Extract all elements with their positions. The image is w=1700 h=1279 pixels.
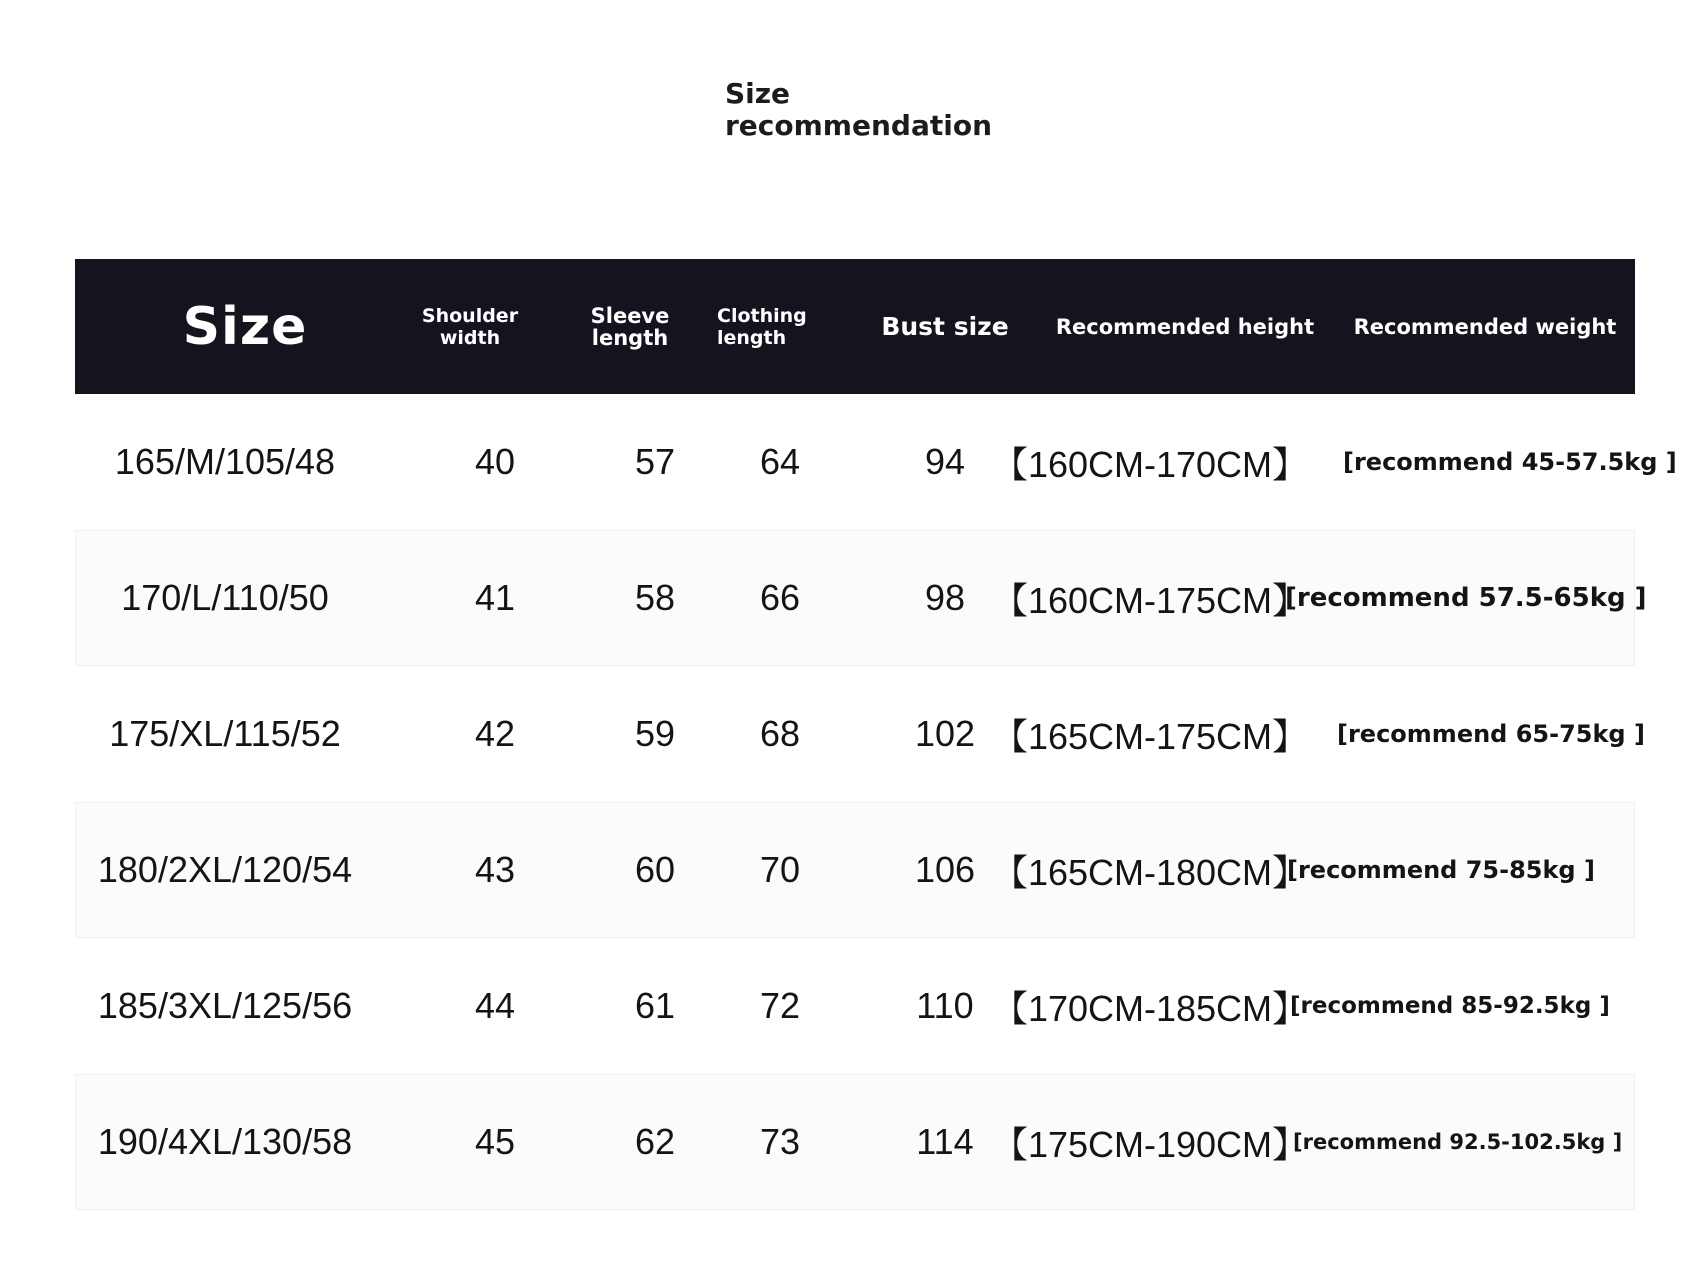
size-table: [75, 259, 1677, 1210]
table-header-row: [75, 259, 1635, 394]
cell-clothing-length: 70: [759, 849, 801, 890]
cell-size: 165/M/105/48: [114, 441, 336, 482]
cell-shoulder-width: 45: [474, 1121, 516, 1162]
cell-clothing-length: 73: [759, 1121, 801, 1162]
cell-bust-size: 94: [924, 441, 966, 482]
cell-recommended-weight: [recommend 45-57.5kg ]: [1343, 448, 1677, 476]
cell-bust-size: 110: [916, 985, 974, 1026]
header-size: Size: [182, 296, 308, 357]
cell-recommended-height: 【160CM-175CM】: [991, 579, 1309, 621]
header-clothing-line-1: Clothing: [717, 304, 807, 327]
cell-recommended-height: 【165CM-175CM】: [991, 715, 1309, 757]
cell-sleeve-length: 60: [634, 849, 676, 890]
cell-recommended-height: 【170CM-185CM】: [991, 987, 1309, 1029]
cell-shoulder-width: 41: [474, 577, 516, 618]
cell-sleeve-length: 57: [634, 441, 676, 482]
cell-clothing-length: 66: [759, 577, 801, 618]
header-bust-size: Bust size: [881, 312, 1009, 341]
table-row: [75, 1074, 1635, 1210]
table-row: [75, 530, 1647, 666]
cell-shoulder-width: 42: [474, 713, 516, 754]
cell-size: 170/L/110/50: [121, 577, 329, 618]
cell-bust-size: 98: [924, 577, 966, 618]
cell-clothing-length: 64: [759, 441, 801, 482]
cell-sleeve-length: 62: [634, 1121, 676, 1162]
header-shoulder-width: [395, 259, 545, 394]
page-title: [725, 78, 1025, 142]
header-recommended-weight: Recommended weight: [1353, 314, 1617, 339]
cell-recommended-height: 【160CM-170CM】: [991, 443, 1309, 485]
cell-sleeve-length: 58: [634, 577, 676, 618]
header-shoulder-line-2: width: [439, 326, 501, 349]
cell-clothing-length: 68: [759, 713, 801, 754]
header-shoulder-line-1: Shoulder: [421, 304, 519, 327]
cell-sleeve-length: 59: [634, 713, 676, 754]
cell-size: 175/XL/115/52: [109, 713, 341, 754]
table-row: [75, 938, 1635, 1074]
cell-size: 190/4XL/130/58: [97, 1121, 353, 1162]
header-sleeve-line-1: Sleeve: [590, 303, 670, 328]
cell-bust-size: 102: [914, 713, 976, 754]
cell-size: 185/3XL/125/56: [97, 985, 353, 1026]
cell-recommended-weight: [recommend 65-75kg ]: [1337, 720, 1645, 748]
cell-recommended-weight: [recommend 75-85kg ]: [1287, 856, 1595, 884]
table-row: [75, 802, 1635, 938]
table-row: [75, 394, 1677, 530]
header-sleeve-line-2: length: [591, 325, 669, 350]
header-clothing-line-2: length: [717, 326, 787, 349]
cell-recommended-weight: [recommend 92.5-102.5kg ]: [1293, 1130, 1623, 1154]
cell-bust-size: 106: [914, 849, 976, 890]
header-recommended-height: Recommended height: [1055, 314, 1315, 339]
header-clothing-length: [705, 259, 855, 394]
cell-size: 180/2XL/120/54: [97, 849, 353, 890]
cell-bust-size: 114: [916, 1121, 974, 1162]
cell-shoulder-width: 43: [474, 849, 516, 890]
cell-recommended-weight: [recommend 57.5-65kg ]: [1285, 583, 1647, 613]
cell-shoulder-width: 44: [474, 985, 516, 1026]
cell-recommended-height: 【165CM-180CM】: [991, 851, 1309, 893]
cell-sleeve-length: 61: [634, 985, 676, 1026]
cell-clothing-length: 72: [759, 985, 801, 1026]
cell-shoulder-width: 40: [474, 441, 516, 482]
page-title-line-2: recommendation: [725, 109, 992, 142]
page-title-line-1: Size: [725, 77, 791, 110]
header-sleeve-length: [555, 259, 705, 394]
cell-recommended-weight: [recommend 85-92.5kg ]: [1290, 993, 1610, 1019]
cell-recommended-height: 【175CM-190CM】: [991, 1123, 1309, 1165]
table-row: [75, 666, 1645, 802]
